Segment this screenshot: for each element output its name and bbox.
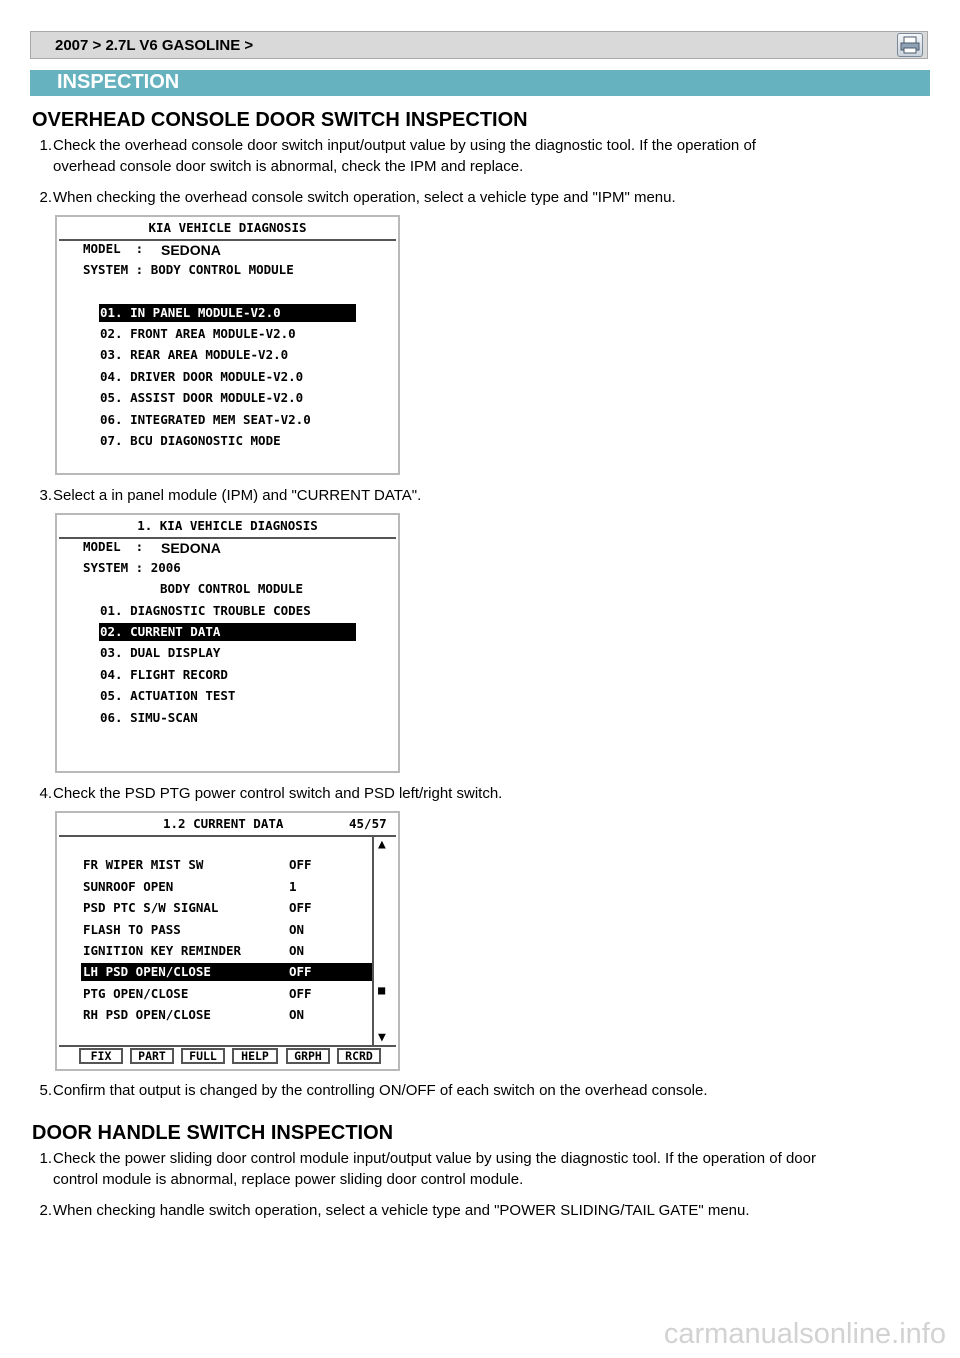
overhead-step-2 [30, 187, 930, 209]
menu-item[interactable]: 03. DUAL DISPLAY [100, 645, 221, 660]
menu-item[interactable]: 06. INTEGRATED MEM SEAT-V2.0 [100, 412, 311, 427]
step-text: Confirm that output is changed by the controlling ON/OFF of each switch on the overhead console. [53, 1082, 708, 1099]
step-number: 4. [39, 785, 52, 802]
data-row-name: SUNROOF OPEN [83, 879, 174, 894]
menu-item[interactable]: 07. BCU DIAGONOSTIC MODE [100, 433, 281, 448]
model-label: MODEL : [83, 241, 144, 256]
breadcrumb-text: 2007 > 2.7L V6 GASOLINE > [55, 37, 254, 54]
menu-item-selected[interactable]: 02. CURRENT DATA [100, 624, 221, 639]
menu-item[interactable]: 04. DRIVER DOOR MODULE-V2.0 [100, 369, 304, 384]
function-key-bar [59, 1045, 396, 1067]
screen-title: KIA VEHICLE DIAGNOSIS [59, 219, 396, 241]
data-row-value: ON [289, 943, 305, 958]
menu-item[interactable]: 05. ASSIST DOOR MODULE-V2.0 [100, 390, 304, 405]
data-row-value: 1 [289, 879, 297, 894]
data-row-name: RH PSD OPEN/CLOSE [83, 1007, 211, 1022]
step-text: Check the PSD PTG power control switch and PSD left/right switch. [53, 785, 503, 802]
screen-title-bar [59, 815, 396, 837]
model-label: MODEL : [83, 539, 144, 554]
screen-title: 1. KIA VEHICLE DIAGNOSIS [59, 517, 396, 539]
step-number: 1. [39, 137, 52, 154]
model-value: SEDONA [161, 242, 221, 258]
step-text: overhead console door switch is abnormal, check the IPM and replace. [53, 158, 524, 175]
system-line-2: BODY CONTROL MODULE [160, 581, 303, 596]
data-row-name: FR WIPER MIST SW [83, 857, 204, 872]
data-row-value-selected: OFF [289, 964, 312, 979]
scrollbar[interactable] [372, 837, 396, 1045]
data-row-value: OFF [289, 986, 312, 1001]
step-text: When checking handle switch operation, select a vehicle type and "POWER SLIDING/TAIL GATE" menu. [53, 1202, 750, 1219]
overhead-step-5 [30, 1080, 930, 1102]
step-number: 2. [39, 1202, 52, 1219]
step-text: Check the power sliding door control module input/output value by using the diagnostic tool. If the operation of door [53, 1150, 816, 1167]
data-row-name: FLASH TO PASS [83, 922, 181, 937]
data-counter: 45/57 [349, 816, 387, 831]
fn-key-fix[interactable]: FIX [79, 1048, 123, 1064]
data-row-value: OFF [289, 900, 312, 915]
fn-key-part[interactable]: PART [130, 1048, 174, 1064]
step-number: 5. [39, 1082, 52, 1099]
fn-key-help[interactable]: HELP [232, 1048, 278, 1064]
scroll-up-icon[interactable]: ▲ [378, 837, 386, 852]
step-number: 3. [39, 487, 52, 504]
menu-item[interactable]: 01. DIAGNOSTIC TROUBLE CODES [100, 603, 311, 618]
data-row-name: PTG OPEN/CLOSE [83, 986, 189, 1001]
section-title: INSPECTION [57, 71, 180, 93]
fn-key-full[interactable]: FULL [181, 1048, 225, 1064]
watermark: carmanualsonline.info [663, 1318, 946, 1350]
menu-item[interactable]: 06. SIMU-SCAN [100, 710, 198, 725]
fn-key-grph[interactable]: GRPH [286, 1048, 330, 1064]
overhead-step-1 [30, 135, 930, 179]
print-button[interactable] [897, 33, 923, 57]
menu-item[interactable]: 03. REAR AREA MODULE-V2.0 [100, 347, 289, 362]
overhead-step-3 [30, 485, 930, 507]
section-header [30, 70, 930, 96]
overhead-console-heading: OVERHEAD CONSOLE DOOR SWITCH INSPECTION [32, 109, 528, 131]
diagnosis-screen-1 [55, 215, 400, 475]
step-text: Check the overhead console door switch input/output value by using the diagnostic tool. If the operation of [53, 137, 756, 154]
door-handle-step-2 [30, 1200, 930, 1222]
step-text: Select a in panel module (IPM) and "CURRENT DATA". [53, 487, 422, 504]
scroll-thumb[interactable]: ■ [378, 983, 386, 997]
menu-item[interactable]: 05. ACTUATION TEST [100, 688, 236, 703]
breadcrumb [30, 31, 928, 59]
data-row-name: PSD PTC S/W SIGNAL [83, 900, 219, 915]
menu-item-selected[interactable]: 01. IN PANEL MODULE-V2.0 [100, 305, 281, 320]
data-row-value: ON [289, 922, 305, 937]
current-data-screen [55, 811, 400, 1071]
door-handle-heading: DOOR HANDLE SWITCH INSPECTION [32, 1122, 394, 1144]
model-value: SEDONA [161, 540, 221, 556]
data-row-name-selected[interactable]: LH PSD OPEN/CLOSE [83, 964, 211, 979]
data-row-name: IGNITION KEY REMINDER [83, 943, 242, 958]
step-text: When checking the overhead console switch operation, select a vehicle type and "IPM" menu. [53, 189, 676, 206]
step-number: 2. [39, 189, 52, 206]
system-line: SYSTEM : BODY CONTROL MODULE [83, 262, 294, 277]
system-line: SYSTEM : 2006 [83, 560, 181, 575]
fn-key-rcrd[interactable]: RCRD [337, 1048, 381, 1064]
scroll-down-icon[interactable]: ▼ [378, 1030, 386, 1045]
door-handle-step-1 [30, 1148, 930, 1192]
printer-icon [898, 34, 922, 56]
screen-title: 1.2 CURRENT DATA [163, 816, 284, 831]
overhead-step-4 [30, 783, 930, 805]
diagnosis-screen-2 [55, 513, 400, 773]
data-row-value: ON [289, 1007, 305, 1022]
step-number: 1. [39, 1150, 52, 1167]
step-text: control module is abnormal, replace power sliding door control module. [53, 1171, 524, 1188]
data-row-value: OFF [289, 857, 312, 872]
menu-item[interactable]: 02. FRONT AREA MODULE-V2.0 [100, 326, 296, 341]
menu-item[interactable]: 04. FLIGHT RECORD [100, 667, 228, 682]
